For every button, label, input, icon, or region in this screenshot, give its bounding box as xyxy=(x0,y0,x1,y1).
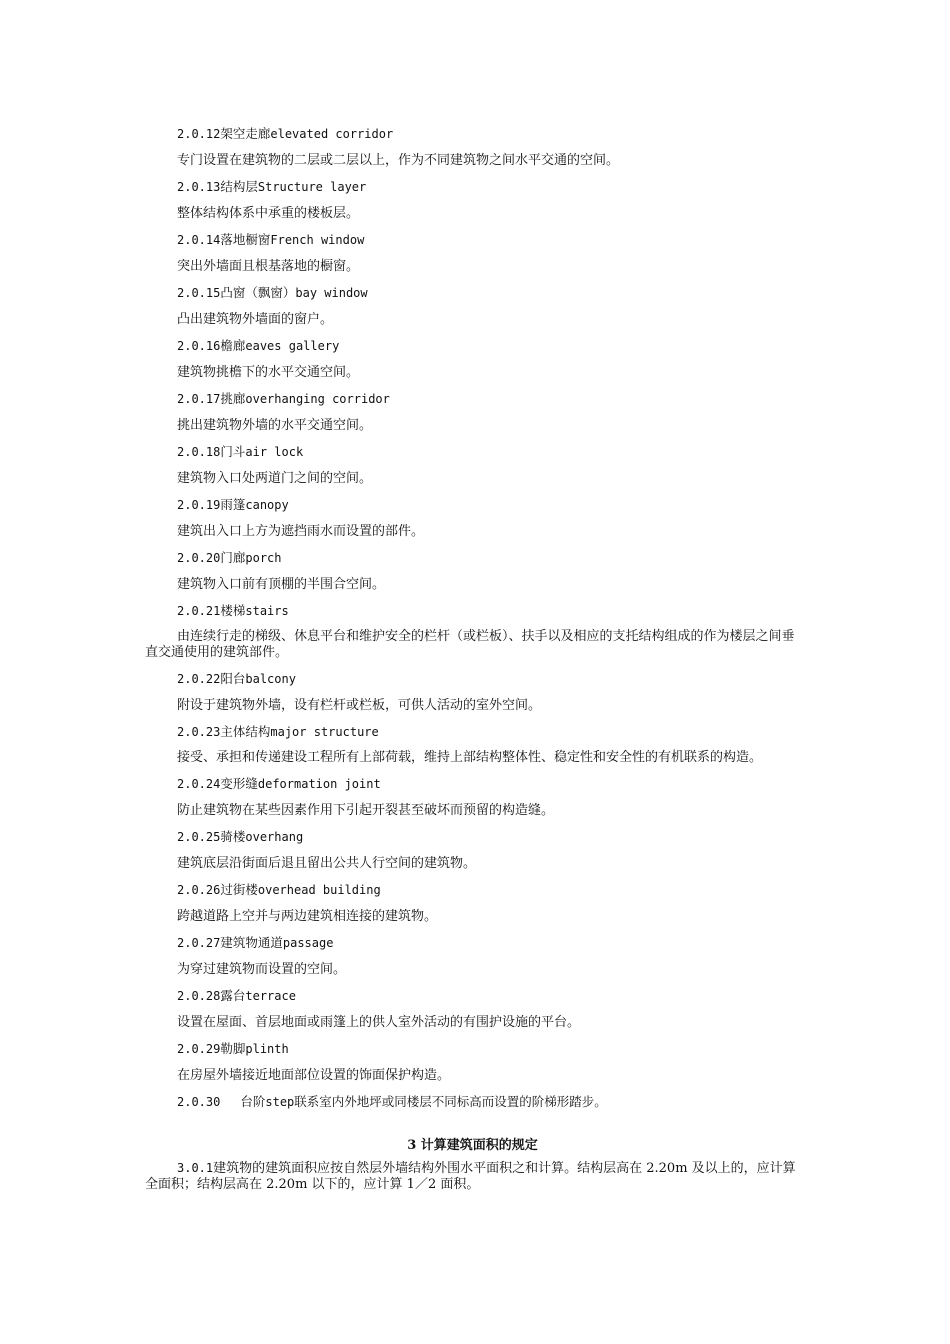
term-chinese: 凸窗（飘窗） xyxy=(220,285,296,300)
term-definition: 建筑出入口上方为遮挡雨水而设置的部件。 xyxy=(177,524,425,539)
term-entry xyxy=(145,178,800,222)
term-heading xyxy=(145,1040,800,1058)
term-entry xyxy=(145,775,800,819)
term-number: 2.0.25 xyxy=(177,830,221,844)
term-chinese: 楼梯 xyxy=(220,603,246,618)
term-english: bay window xyxy=(295,286,368,300)
term-heading xyxy=(145,125,800,143)
term-definition: 突出外墙面且根基落地的橱窗。 xyxy=(177,259,360,274)
term-number: 2.0.14 xyxy=(177,233,221,247)
term-number: 2.0.18 xyxy=(177,445,221,459)
term-english: overhang xyxy=(245,830,304,844)
term-english: passage xyxy=(282,936,334,950)
term-heading xyxy=(145,337,800,355)
term-number: 2.0.12 xyxy=(177,127,221,141)
term-chinese: 檐廊 xyxy=(220,338,246,353)
term-entry xyxy=(145,390,800,434)
term-number: 2.0.30 xyxy=(177,1095,221,1109)
term-definition: 联系室内外地坪或同楼层不同标高而设置的阶梯形踏步。 xyxy=(294,1094,607,1109)
term-english: French window xyxy=(270,233,365,247)
term-english: Structure layer xyxy=(257,180,367,194)
term-entry xyxy=(145,602,800,661)
term-number: 2.0.28 xyxy=(177,989,221,1003)
term-english: porch xyxy=(245,551,282,565)
term-english: deformation joint xyxy=(257,777,381,791)
term-number: 2.0.23 xyxy=(177,725,221,739)
term-number: 2.0.17 xyxy=(177,392,221,406)
term-heading xyxy=(145,723,800,741)
term-definition: 跨越道路上空并与两边建筑相连接的建筑物。 xyxy=(177,909,438,924)
term-number: 2.0.13 xyxy=(177,180,221,194)
term-heading xyxy=(145,443,800,461)
term-entry xyxy=(145,125,800,169)
term-english: plinth xyxy=(245,1042,289,1056)
term-definition: 由连续行走的梯级、休息平台和维护安全的栏杆（或栏板）、扶手以及相应的支托结构组成的作为楼层之间垂直交通使用的建筑部件。 xyxy=(145,629,795,660)
term-definition: 防止建筑物在某些因素作用下引起开裂甚至破坏而预留的构造缝。 xyxy=(177,803,555,818)
term-heading xyxy=(145,496,800,514)
term-definition: 在房屋外墙接近地面部位设置的饰面保护构造。 xyxy=(177,1068,451,1083)
term-entry xyxy=(145,231,800,275)
term-english: stairs xyxy=(245,604,289,618)
term-entry xyxy=(145,284,800,328)
term-definition: 挑出建筑物外墙的水平交通空间。 xyxy=(177,418,373,433)
term-number: 2.0.19 xyxy=(177,498,221,512)
term-definition: 整体结构体系中承重的楼板层。 xyxy=(177,206,360,221)
term-english: step xyxy=(265,1095,295,1109)
term-english: overhead building xyxy=(257,883,381,897)
term-chinese: 骑楼 xyxy=(220,829,246,844)
clause-paragraph xyxy=(145,1160,800,1193)
term-entry xyxy=(145,337,800,381)
term-entry xyxy=(145,1040,800,1084)
term-english: major structure xyxy=(270,725,379,739)
clause-number: 3.0.1 xyxy=(177,1161,214,1175)
term-definition: 凸出建筑物外墙面的窗户。 xyxy=(177,312,334,327)
term-chinese: 露台 xyxy=(220,988,246,1003)
term-number: 2.0.21 xyxy=(177,604,221,618)
term-chinese: 建筑物通道 xyxy=(220,935,283,950)
term-entry xyxy=(145,443,800,487)
term-number: 2.0.27 xyxy=(177,936,221,950)
term-chinese: 主体结构 xyxy=(220,724,271,739)
term-definition: 附设于建筑物外墙，设有栏杆或栏板，可供人活动的室外空间。 xyxy=(177,698,542,713)
term-number: 2.0.22 xyxy=(177,672,221,686)
term-heading xyxy=(145,828,800,846)
term-heading xyxy=(145,670,800,688)
term-english: eaves gallery xyxy=(245,339,340,353)
term-heading xyxy=(145,934,800,952)
term-definition: 为穿过建筑物而设置的空间。 xyxy=(177,962,347,977)
term-english: elevated corridor xyxy=(270,127,394,141)
term-definition: 建筑底层沿街面后退且留出公共人行空间的建筑物。 xyxy=(177,856,477,871)
term-definition: 建筑物入口前有顶棚的半围合空间。 xyxy=(177,577,386,592)
term-chinese: 变形缝 xyxy=(220,776,258,791)
term-number: 2.0.26 xyxy=(177,883,221,897)
term-number: 2.0.16 xyxy=(177,339,221,353)
term-chinese: 落地橱窗 xyxy=(220,232,271,247)
term-entry xyxy=(145,723,800,766)
term-entry xyxy=(145,881,800,925)
term-heading xyxy=(145,390,800,408)
term-chinese: 挑廊 xyxy=(220,391,246,406)
term-chinese: 雨篷 xyxy=(220,497,246,512)
term-entry xyxy=(145,934,800,978)
term-definition: 接受、承担和传递建设工程所有上部荷载，维持上部结构整体性、稳定性和安全性的有机联系的构造。 xyxy=(177,750,763,765)
term-heading-inline xyxy=(145,1093,800,1111)
term-heading xyxy=(145,987,800,1005)
term-definition: 设置在屋面、首层地面或雨篷上的供人室外活动的有围护设施的平台。 xyxy=(177,1015,581,1030)
term-english: terrace xyxy=(245,989,296,1003)
term-number: 2.0.20 xyxy=(177,551,221,565)
term-chinese: 门廊 xyxy=(220,550,246,565)
term-heading xyxy=(145,549,800,567)
term-heading xyxy=(145,231,800,249)
term-chinese: 阳台 xyxy=(220,671,246,686)
term-entry xyxy=(145,670,800,714)
term-entry xyxy=(145,987,800,1031)
term-definition: 建筑物挑檐下的水平交通空间。 xyxy=(177,365,360,380)
term-english: canopy xyxy=(245,498,289,512)
term-number: 2.0.24 xyxy=(177,777,221,791)
term-chinese: 门斗 xyxy=(220,444,246,459)
term-definition: 专门设置在建筑物的二层或二层以上，作为不同建筑物之间水平交通的空间。 xyxy=(177,153,620,168)
term-english: overhanging corridor xyxy=(245,392,390,406)
term-entry xyxy=(145,549,800,593)
term-english: air lock xyxy=(245,445,304,459)
term-chinese: 结构层 xyxy=(220,179,258,194)
term-chinese: 台阶 xyxy=(240,1094,266,1109)
term-entry xyxy=(145,496,800,540)
term-heading xyxy=(145,881,800,899)
section-title: 3 计算建筑面积的规定 xyxy=(407,1138,538,1153)
document-body xyxy=(145,125,800,1193)
term-heading xyxy=(145,284,800,302)
term-heading xyxy=(145,775,800,793)
term-heading xyxy=(145,602,800,620)
term-english: balcony xyxy=(245,672,296,686)
term-entry xyxy=(145,828,800,872)
term-number: 2.0.15 xyxy=(177,286,221,300)
term-chinese: 过街楼 xyxy=(220,882,258,897)
term-definition: 建筑物入口处两道门之间的空间。 xyxy=(177,471,373,486)
term-heading xyxy=(145,178,800,196)
term-number: 2.0.29 xyxy=(177,1042,221,1056)
term-chinese: 架空走廊 xyxy=(220,126,271,141)
clause-text: 建筑物的建筑面积应按自然层外墙结构外围水平面积之和计算。结构层高在 2.20m 及以上的，应计算全面积；结构层高在 2.20m 以下的，应计算 1／2 面积。 xyxy=(145,1161,796,1192)
term-chinese: 勒脚 xyxy=(220,1041,246,1056)
term-entry xyxy=(145,1093,800,1111)
